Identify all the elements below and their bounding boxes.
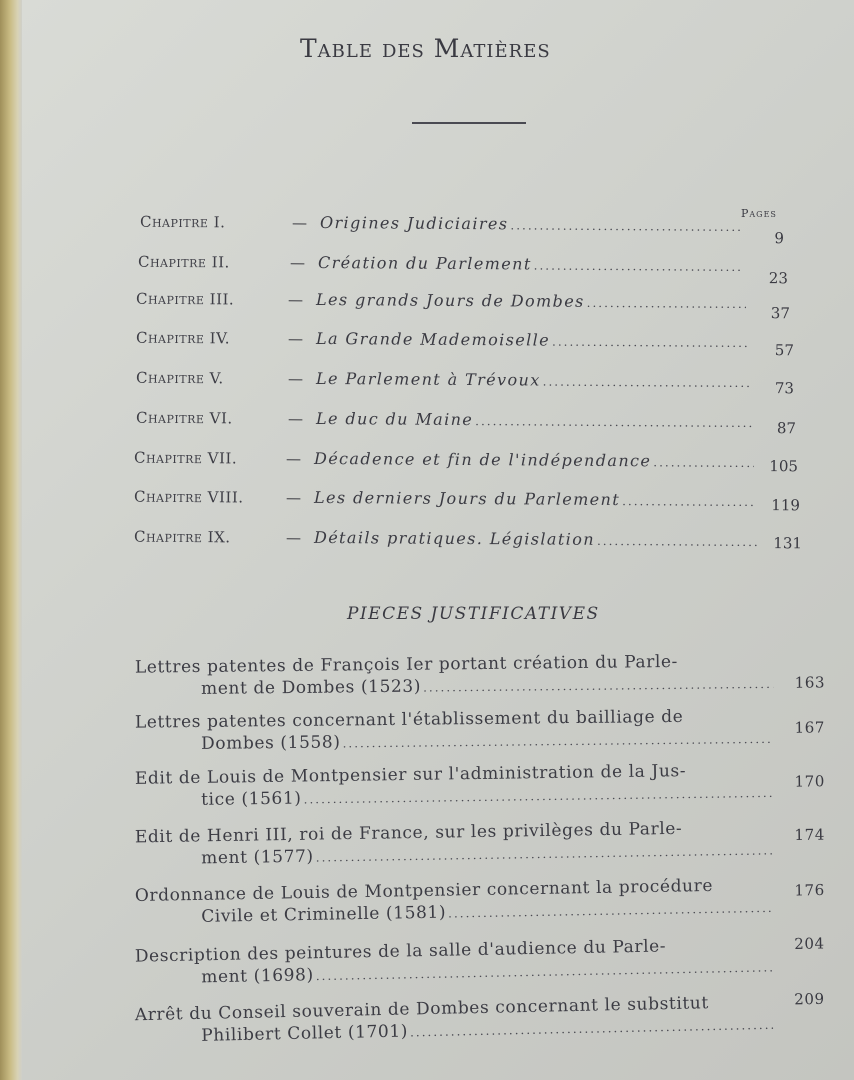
chapter-page: 87 — [776, 419, 797, 438]
leader-dots — [342, 732, 773, 751]
chapter-dash: — — [285, 488, 302, 507]
leader-dots — [597, 534, 758, 549]
piece-line-1: Edit de Louis de Montpensier sur l'administration de la Jus- — [134, 761, 687, 789]
chapter-label: Chapitre VII. — [133, 448, 238, 468]
piece-entry — [135, 650, 825, 699]
chapter-label: Chapitre I. — [139, 212, 226, 232]
leader-dots — [534, 258, 744, 273]
chapter-dash: — — [287, 329, 304, 348]
piece-line-2: Civile et Criminelle (1581) — [201, 902, 447, 927]
chapter-title: Les grands Jours de Dombes — [315, 289, 585, 311]
chapter-title: La Grande Mademoiselle — [315, 328, 551, 350]
piece-page: 170 — [794, 772, 826, 791]
leader-dots — [622, 494, 756, 509]
leader-dots — [653, 455, 754, 470]
leader-dots — [510, 218, 740, 234]
piece-page: 209 — [794, 989, 825, 1009]
chapter-title: Décadence et fin de l'indépendance — [313, 448, 652, 471]
piece-line-2: ment (1698) — [201, 965, 314, 988]
chapter-title: Le Parlement à Trévoux — [315, 368, 541, 390]
chapter-label: Chapitre II. — [137, 252, 230, 272]
chapter-page: 23 — [768, 269, 788, 288]
chapter-dash: — — [291, 213, 308, 232]
piece-line-2: tice (1561) — [201, 788, 302, 810]
chapter-dash: — — [287, 290, 304, 309]
section-title: PIECES JUSTIFICATIVES — [347, 604, 600, 624]
leader-dots — [543, 375, 750, 390]
chapter-dash: — — [289, 253, 306, 272]
chapter-label: Chapitre IV. — [135, 328, 231, 348]
piece-page: 204 — [794, 934, 825, 953]
chapter-page: 131 — [773, 534, 803, 553]
book-spine-edge — [0, 0, 22, 1080]
chapter-title: Détails pratiques. Législation — [313, 527, 596, 549]
chapter-dash: — — [287, 409, 304, 428]
chapter-dash: — — [285, 449, 302, 468]
chapter-title: Le duc du Maine — [315, 408, 474, 430]
chapter-label: Chapitre VI. — [135, 408, 233, 428]
piece-line-1: Description des peintures de la salle d'audience du Parle- — [134, 936, 667, 967]
chapter-dash: — — [287, 369, 304, 388]
chapter-page: 9 — [774, 229, 784, 248]
chapter-title: Origines Judiciaires — [319, 213, 509, 234]
piece-line-1: Lettres patentes de François Ier portant création du Parle- — [134, 651, 679, 678]
leader-dots — [448, 901, 773, 921]
chapter-title: Création du Parlement — [317, 252, 532, 274]
leader-dots — [423, 677, 773, 695]
piece-entry — [135, 705, 825, 754]
piece-page: 163 — [794, 673, 826, 692]
piece-line-1: Edit de Henri III, roi de France, sur les privilèges du Parle- — [134, 818, 683, 848]
chapter-label: Chapitre IX. — [133, 527, 231, 547]
chapter-dash: — — [285, 528, 302, 547]
piece-line-2: ment de Dombes (1523) — [201, 676, 422, 699]
chapter-page: 119 — [771, 496, 801, 515]
piece-page: 176 — [794, 880, 826, 900]
leader-dots — [587, 296, 746, 311]
piece-page: 167 — [794, 718, 826, 737]
chapter-page: 105 — [769, 457, 799, 476]
piece-line-1: Lettres patentes concernant l'établissement du bailliage de — [134, 706, 684, 733]
piece-line-2: ment (1577) — [201, 846, 314, 869]
chapter-page: 37 — [770, 304, 790, 323]
page-title: Table des Matières — [300, 34, 551, 63]
chapter-label: Chapitre VIII. — [133, 487, 244, 507]
piece-line-2: Dombes (1558) — [201, 732, 341, 754]
leader-dots — [552, 335, 750, 350]
chapter-label: Chapitre III. — [135, 289, 235, 309]
title-rule — [412, 122, 526, 124]
piece-line-1: Ordonnance de Louis de Montpensier concernant la procédure — [134, 875, 714, 907]
chapter-label: Chapitre V. — [135, 368, 224, 388]
chapter-page: 57 — [774, 341, 794, 360]
piece-line-1: Arrêt du Conseil souverain de Dombes concernant le substitut — [134, 993, 710, 1026]
piece-line-2: Philibert Collet (1701) — [201, 1021, 409, 1046]
piece-page: 174 — [794, 825, 826, 845]
chapter-page: 73 — [774, 379, 795, 398]
chapter-title: Les derniers Jours du Parlement — [313, 487, 621, 510]
pages-column-heading: Pages — [741, 207, 777, 220]
leader-dots — [475, 414, 752, 430]
